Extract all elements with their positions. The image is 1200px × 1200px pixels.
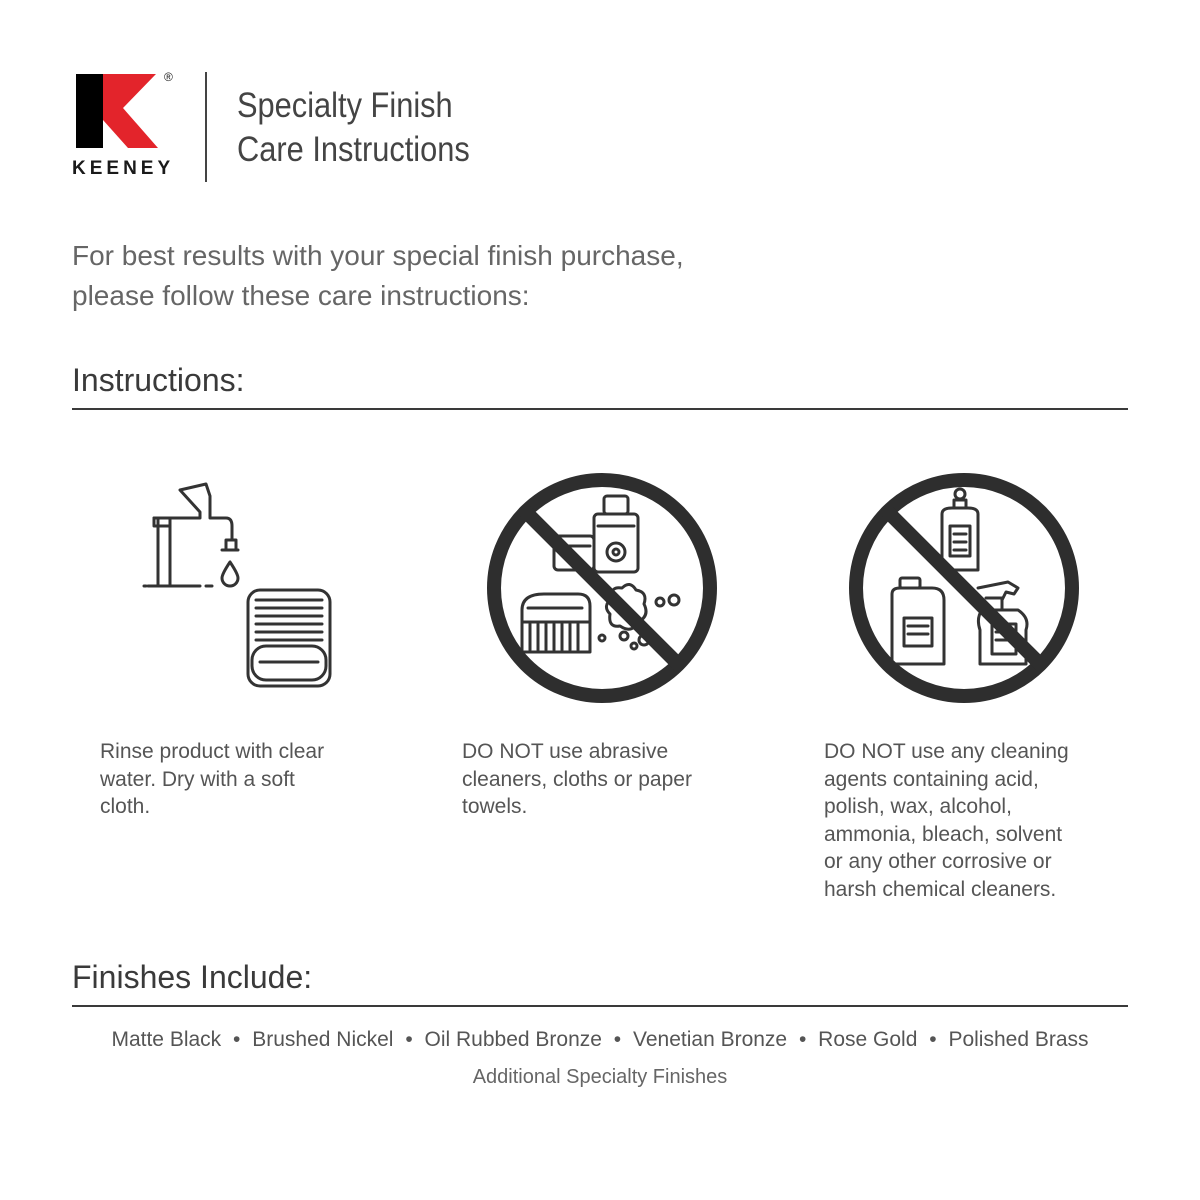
finish-separator: • bbox=[929, 1028, 937, 1051]
instruction-no-chemicals-text: DO NOT use any cleaning agents containing acid, polish, wax, alcohol, ammonia, bleach, solvent or any other corrosive or harsh chemical cleaners. bbox=[824, 740, 1069, 901]
finish-item: Oil Rubbed Bronze bbox=[424, 1028, 602, 1051]
finish-separator: • bbox=[233, 1028, 241, 1051]
intro-line-1: For best results with your special finish purchase, bbox=[72, 240, 684, 271]
finish-item: Venetian Bronze bbox=[633, 1028, 788, 1051]
keeney-logo bbox=[72, 70, 182, 185]
finish-separator: • bbox=[405, 1028, 413, 1051]
header-divider bbox=[205, 72, 207, 182]
no-chemicals-icon bbox=[846, 470, 1082, 706]
page-title bbox=[237, 84, 470, 172]
finish-item: Rose Gold bbox=[818, 1028, 918, 1051]
faucet-towel-icon bbox=[140, 482, 340, 692]
intro-text bbox=[72, 236, 832, 316]
finish-separator: • bbox=[798, 1028, 807, 1051]
title-line-2: Care Instructions bbox=[237, 130, 470, 169]
finishes-list bbox=[60, 1025, 1140, 1055]
brand-name: KEENEY bbox=[72, 158, 175, 179]
intro-line-2: please follow these care instructions: bbox=[72, 280, 530, 311]
instruction-no-abrasive-text: DO NOT use abrasive cleaners, cloths or paper towels. bbox=[462, 740, 692, 818]
title-line-1: Specialty Finish bbox=[237, 86, 453, 125]
header bbox=[72, 70, 572, 185]
no-abrasive-icon bbox=[484, 470, 720, 706]
instructions-rule bbox=[72, 408, 1128, 410]
registered-mark: ® bbox=[164, 70, 173, 84]
finish-separator: • bbox=[613, 1028, 622, 1051]
instructions-heading: Instructions: bbox=[72, 362, 245, 398]
finish-item: Polished Brass bbox=[948, 1028, 1089, 1051]
k-logo-icon bbox=[76, 74, 162, 154]
finish-item: Brushed Nickel bbox=[252, 1028, 394, 1051]
additional-finishes: Additional Specialty Finishes bbox=[472, 1066, 728, 1088]
finishes-heading: Finishes Include: bbox=[72, 959, 313, 995]
finishes-rule bbox=[72, 1005, 1128, 1007]
instruction-rinse-text: Rinse product with clear water. Dry with a soft cloth. bbox=[100, 740, 325, 818]
finish-item: Matte Black bbox=[111, 1028, 222, 1051]
